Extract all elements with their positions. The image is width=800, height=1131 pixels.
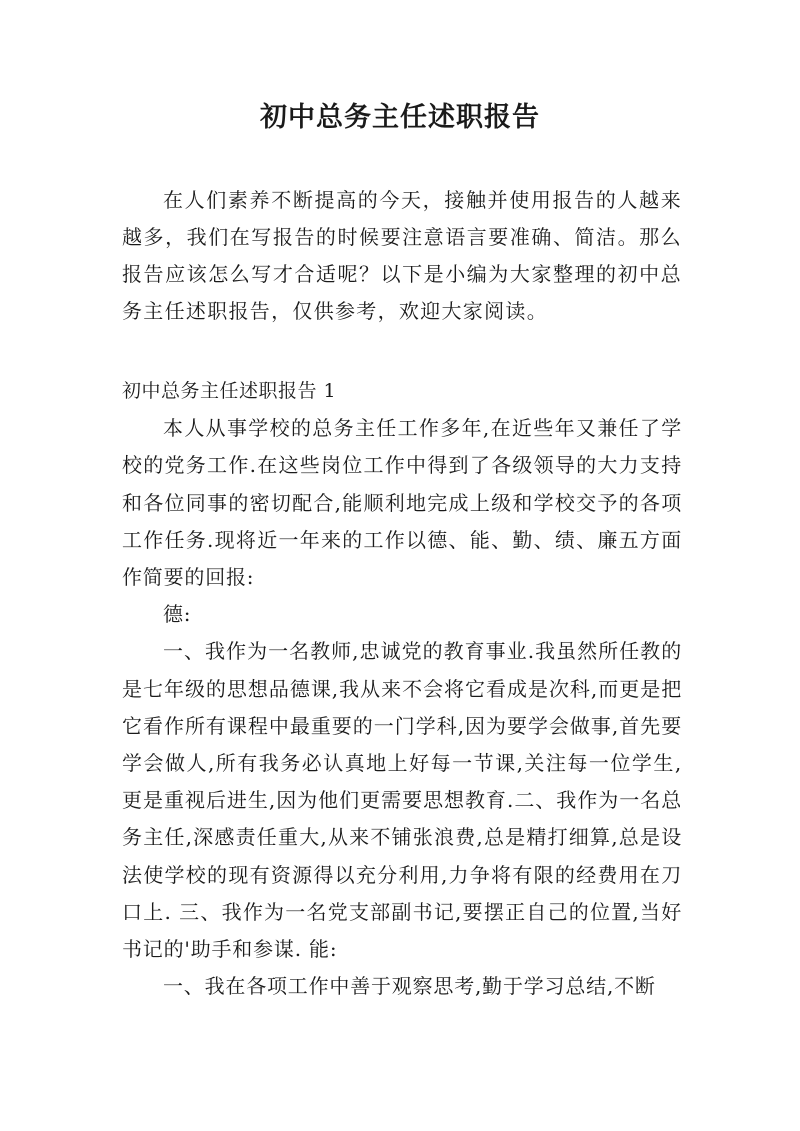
body-paragraph-4: 一、我在各项工作中善于观察思考,勤于学习总结,不断 (163, 974, 656, 999)
intro-paragraph: 在人们素养不断提高的今天，接触并使用报告的人越来越多，我们在写报告的时候要注意语言要准确、简洁。那么报告应该怎么写才合适呢？以下是小编为大家整理的初中总务主任述职报告，仅供参考，欢迎大家阅读。 (122, 188, 682, 323)
intro-section (122, 182, 682, 330)
body-paragraph-1: 本人从事学校的总务主任工作多年,在近些年又兼任了学校的党务工作.在这些岗位工作中得到了各级领导的大力支持和各位同事的密切配合,能顺利地完成上级和学校交予的各项工作任务.现将近一年来的工作以德、能、勤、绩、廉五方面作简要的回报: (122, 416, 682, 590)
section-heading: 初中总务主任述职报告 1 (122, 380, 337, 402)
body-paragraph-2: 德: (163, 602, 192, 627)
body-paragraph-3: 一、我作为一名教师,忠诚党的教育事业.我虽然所任教的是七年级的思想品德课,我从来不会将它看成是次科,而更是把它看作所有课程中最重要的一门学科,因为要学会做事,首先要学会做人,所有我务必认真地上好每一节课,关注每一位学生,更是重视后进生,因为他们更需要思想教育.二、我作为一名总务主任,深感责任重大,从来不铺张浪费,总是精打细算,总是设法使学校的现有资源得以充分利用,力争将有限的经费用在刀口上. 三、我作为一名党支部副书记,要摆正自己的位置,当好书记的'助手和参谋. 能: (122, 639, 682, 962)
document-title: 初中总务主任述职报告 (260, 102, 540, 133)
report-body (122, 373, 682, 1005)
